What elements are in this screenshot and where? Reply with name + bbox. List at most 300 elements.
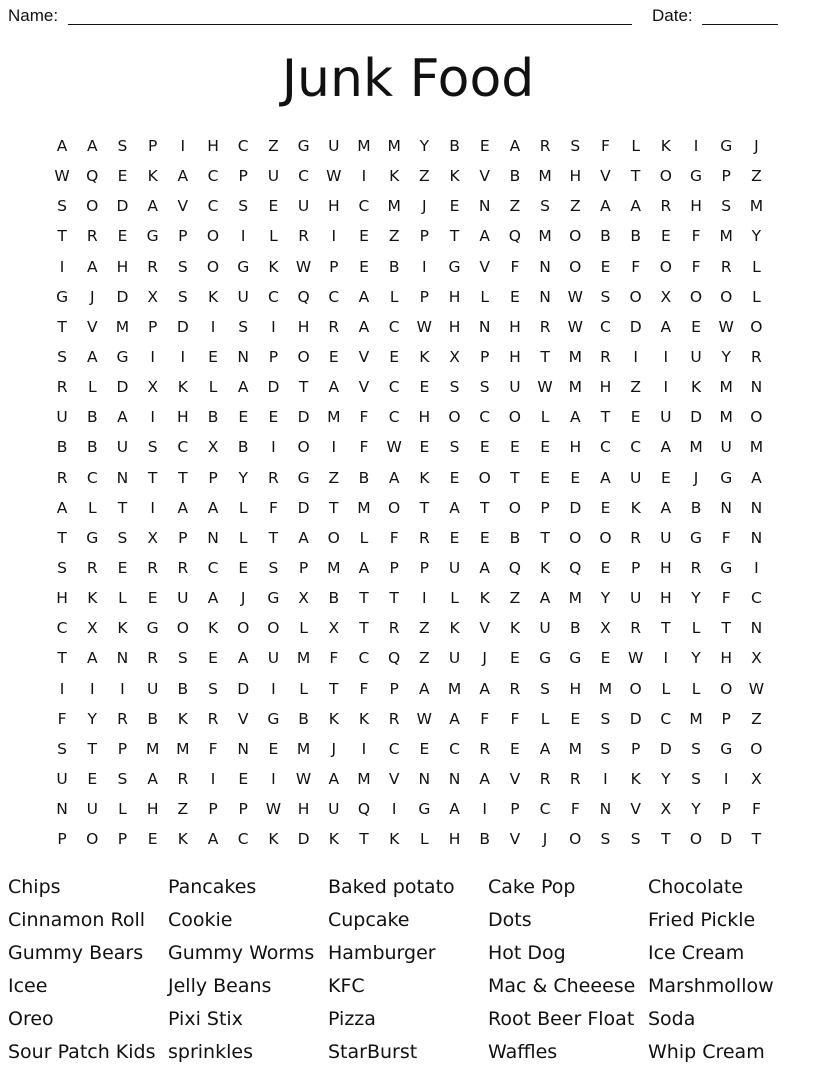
grid-letter[interactable]: T (540, 528, 550, 547)
grid-letter[interactable]: D (690, 408, 702, 427)
grid-letter[interactable]: I (210, 317, 216, 336)
grid-letter[interactable]: K (449, 619, 460, 638)
grid-letter[interactable]: R (720, 257, 732, 276)
grid-letter[interactable]: D (659, 739, 672, 758)
grid-letter[interactable]: E (630, 408, 641, 427)
grid-letter[interactable]: P (389, 559, 399, 578)
grid-letter[interactable]: Q (388, 649, 401, 668)
grid-letter[interactable]: A (660, 438, 672, 457)
grid-letter[interactable]: A (479, 227, 491, 246)
grid-letter[interactable]: G (267, 589, 280, 608)
grid-letter[interactable]: G (146, 227, 159, 246)
grid-letter[interactable]: I (422, 589, 427, 608)
grid-letter[interactable]: X (600, 619, 611, 638)
grid-letter[interactable]: F (510, 709, 520, 728)
grid-letter[interactable]: M (568, 348, 582, 367)
grid-letter[interactable]: H (690, 197, 702, 216)
grid-letter[interactable]: S (117, 528, 128, 547)
grid-letter[interactable]: I (663, 649, 669, 668)
grid-letter[interactable]: A (328, 378, 340, 397)
grid-letter[interactable]: E (570, 468, 581, 487)
grid-letter[interactable]: C (388, 378, 400, 397)
grid-letter[interactable]: L (752, 257, 761, 276)
grid-letter[interactable]: G (297, 468, 310, 487)
grid-letter[interactable]: E (419, 378, 430, 397)
grid-letter[interactable]: C (630, 438, 642, 457)
grid-letter[interactable]: S (57, 559, 68, 578)
grid-letter[interactable]: R (388, 709, 400, 728)
grid-letter[interactable]: W (567, 317, 583, 336)
grid-letter[interactable]: R (751, 348, 762, 367)
grid-letter[interactable]: K (419, 348, 430, 367)
grid-letter[interactable]: W (627, 649, 644, 668)
grid-letter[interactable]: A (449, 800, 460, 819)
grid-letter[interactable]: K (479, 589, 490, 608)
grid-letter[interactable]: R (207, 709, 219, 728)
grid-letter[interactable]: A (177, 167, 189, 186)
grid-letter[interactable]: O (176, 619, 189, 638)
grid-letter[interactable]: T (359, 619, 369, 638)
grid-letter[interactable]: O (659, 167, 672, 186)
grid-letter[interactable]: X (751, 770, 762, 789)
grid-letter[interactable]: L (480, 287, 490, 306)
grid-letter[interactable]: P (208, 800, 218, 819)
grid-letter[interactable]: E (570, 709, 581, 728)
grid-letter[interactable]: K (690, 378, 702, 397)
grid-letter[interactable]: K (268, 830, 279, 849)
grid-letter[interactable]: S (177, 287, 188, 306)
grid-letter[interactable]: I (331, 227, 337, 246)
grid-letter[interactable]: P (419, 287, 430, 306)
grid-letter[interactable]: V (86, 317, 98, 336)
grid-letter[interactable]: E (208, 348, 218, 367)
grid-letter[interactable]: E (147, 830, 158, 849)
grid-letter[interactable]: R (479, 739, 491, 758)
grid-letter[interactable]: M (598, 679, 613, 698)
grid-letter[interactable]: K (419, 468, 430, 487)
grid-letter[interactable]: R (86, 227, 98, 246)
grid-letter[interactable]: M (296, 739, 311, 758)
grid-letter[interactable]: J (693, 468, 699, 487)
grid-letter[interactable]: O (508, 498, 521, 517)
grid-letter[interactable]: V (509, 830, 521, 849)
grid-letter[interactable]: P (238, 800, 248, 819)
grid-letter[interactable]: R (177, 559, 189, 578)
grid-letter[interactable]: W (567, 287, 583, 306)
grid-letter[interactable]: H (418, 408, 431, 427)
grid-letter[interactable]: T (329, 679, 339, 698)
grid-letter[interactable]: M (387, 137, 401, 156)
grid-letter[interactable]: Z (509, 589, 521, 608)
grid-letter[interactable]: A (86, 137, 98, 156)
grid-letter[interactable]: A (569, 408, 581, 427)
grid-letter[interactable]: I (150, 498, 155, 517)
grid-letter[interactable]: S (238, 317, 249, 336)
grid-letter[interactable]: A (207, 589, 219, 608)
grid-letter[interactable]: L (299, 679, 308, 698)
grid-letter[interactable]: F (359, 438, 369, 457)
grid-letter[interactable]: N (448, 770, 461, 789)
grid-letter[interactable]: I (150, 348, 155, 367)
grid-letter[interactable]: D (720, 830, 733, 849)
grid-letter[interactable]: W (386, 438, 402, 457)
grid-letter[interactable]: R (388, 619, 400, 638)
grid-letter[interactable]: N (207, 528, 219, 547)
grid-letter[interactable]: O (267, 619, 280, 638)
grid-letter[interactable]: V (479, 619, 491, 638)
grid-letter[interactable]: Y (238, 468, 248, 487)
grid-letter[interactable]: E (268, 739, 279, 758)
grid-letter[interactable]: D (116, 378, 129, 397)
grid-letter[interactable]: P (630, 559, 641, 578)
grid-letter[interactable]: F (480, 709, 490, 728)
grid-letter[interactable]: X (298, 589, 309, 608)
grid-letter[interactable]: U (267, 167, 280, 186)
grid-letter[interactable]: Q (569, 559, 582, 578)
grid-letter[interactable]: J (482, 649, 487, 668)
grid-letter[interactable]: G (448, 257, 461, 276)
grid-letter[interactable]: J (331, 739, 337, 758)
grid-letter[interactable]: C (600, 317, 611, 336)
grid-letter[interactable]: B (298, 709, 309, 728)
grid-letter[interactable]: S (600, 830, 611, 849)
grid-letter[interactable]: O (206, 257, 220, 276)
grid-letter[interactable]: L (420, 830, 429, 849)
grid-letter[interactable]: U (448, 559, 461, 578)
grid-letter[interactable]: I (482, 800, 487, 819)
grid-letter[interactable]: B (177, 679, 189, 698)
grid-letter[interactable]: U (660, 408, 672, 427)
grid-letter[interactable]: C (388, 408, 400, 427)
grid-letter[interactable]: X (328, 619, 340, 638)
grid-letter[interactable]: O (569, 257, 582, 276)
grid-letter[interactable]: F (389, 528, 399, 547)
grid-letter[interactable]: O (508, 408, 521, 427)
grid-letter[interactable]: S (721, 197, 732, 216)
grid-letter[interactable]: L (87, 498, 97, 517)
grid-letter[interactable]: L (208, 378, 218, 397)
grid-letter[interactable]: Y (691, 589, 701, 608)
grid-letter[interactable]: V (479, 257, 491, 276)
grid-letter[interactable]: F (510, 257, 520, 276)
grid-letter[interactable]: N (539, 287, 551, 306)
grid-letter[interactable]: S (208, 679, 218, 698)
grid-letter[interactable]: E (87, 770, 98, 789)
grid-letter[interactable]: M (538, 227, 552, 246)
grid-letter[interactable]: I (422, 257, 427, 276)
grid-letter[interactable]: Z (328, 468, 340, 487)
grid-letter[interactable]: D (116, 197, 129, 216)
grid-letter[interactable]: E (600, 559, 611, 578)
grid-letter[interactable]: M (719, 378, 733, 397)
grid-letter[interactable]: P (540, 498, 550, 517)
grid-letter[interactable]: L (631, 137, 640, 156)
grid-letter[interactable]: E (660, 227, 671, 246)
grid-letter[interactable]: Z (751, 709, 762, 728)
grid-letter[interactable]: P (268, 348, 279, 367)
grid-letter[interactable]: K (268, 257, 279, 276)
grid-letter[interactable]: E (208, 649, 218, 668)
grid-letter[interactable]: J (422, 197, 427, 216)
grid-letter[interactable]: U (629, 468, 642, 487)
grid-letter[interactable]: L (691, 619, 701, 638)
grid-letter[interactable]: O (569, 227, 582, 246)
grid-letter[interactable]: K (177, 709, 188, 728)
grid-letter[interactable]: C (358, 649, 370, 668)
grid-letter[interactable]: J (89, 287, 95, 306)
grid-letter[interactable]: A (86, 257, 98, 276)
grid-letter[interactable]: E (660, 468, 671, 487)
grid-letter[interactable]: O (478, 468, 491, 487)
grid-letter[interactable]: W (416, 317, 432, 336)
grid-letter[interactable]: S (449, 378, 460, 397)
grid-letter[interactable]: A (328, 770, 340, 789)
grid-letter[interactable]: B (690, 498, 702, 517)
grid-letter[interactable]: I (723, 770, 729, 789)
grid-letter[interactable]: G (539, 649, 552, 668)
grid-letter[interactable]: U (267, 649, 280, 668)
grid-letter[interactable]: H (448, 287, 461, 306)
grid-letter[interactable]: L (299, 619, 308, 638)
grid-letter[interactable]: C (207, 559, 219, 578)
grid-letter[interactable]: Q (86, 167, 99, 186)
grid-letter[interactable]: N (237, 739, 250, 758)
grid-letter[interactable]: O (237, 619, 250, 638)
grid-letter[interactable]: A (388, 468, 400, 487)
grid-letter[interactable]: M (387, 197, 401, 216)
grid-letter[interactable]: H (207, 137, 219, 156)
grid-letter[interactable]: T (57, 317, 67, 336)
grid-letter[interactable]: W (54, 167, 70, 186)
grid-letter[interactable]: L (540, 408, 550, 427)
grid-letter[interactable]: M (447, 679, 462, 698)
grid-letter[interactable]: U (720, 438, 732, 457)
grid-letter[interactable]: M (568, 739, 582, 758)
grid-letter[interactable]: M (357, 137, 371, 156)
grid-letter[interactable]: A (660, 498, 672, 517)
grid-letter[interactable]: C (388, 317, 400, 336)
grid-letter[interactable]: F (691, 257, 701, 276)
grid-letter[interactable]: P (419, 227, 430, 246)
grid-letter[interactable]: T (329, 498, 339, 517)
grid-letter[interactable]: I (210, 770, 216, 789)
grid-letter[interactable]: T (510, 468, 520, 487)
grid-letter[interactable]: S (57, 739, 68, 758)
grid-letter[interactable]: Z (419, 619, 430, 638)
grid-letter[interactable]: A (56, 137, 68, 156)
grid-letter[interactable]: P (117, 739, 128, 758)
grid-letter[interactable]: A (600, 197, 611, 216)
grid-letter[interactable]: N (750, 528, 763, 547)
grid-letter[interactable]: W (748, 679, 765, 698)
grid-letter[interactable]: Y (600, 589, 611, 608)
grid-letter[interactable]: S (268, 559, 279, 578)
grid-letter[interactable]: R (298, 227, 309, 246)
grid-letter[interactable]: A (660, 317, 672, 336)
grid-letter[interactable]: A (479, 679, 491, 698)
grid-letter[interactable]: M (327, 559, 341, 578)
grid-letter[interactable]: R (117, 709, 128, 728)
grid-letter[interactable]: M (719, 408, 733, 427)
grid-letter[interactable]: N (720, 498, 733, 517)
grid-letter[interactable]: R (56, 378, 68, 397)
grid-letter[interactable]: X (147, 528, 158, 547)
grid-letter[interactable]: I (754, 559, 759, 578)
grid-letter[interactable]: S (600, 739, 611, 758)
grid-letter[interactable]: S (570, 137, 581, 156)
grid-letter[interactable]: M (719, 227, 733, 246)
grid-letter[interactable]: U (328, 800, 340, 819)
grid-letter[interactable]: C (328, 287, 340, 306)
grid-letter[interactable]: G (116, 348, 129, 367)
grid-letter[interactable]: Y (721, 348, 731, 367)
grid-letter[interactable]: W (295, 770, 312, 789)
grid-letter[interactable]: S (57, 348, 68, 367)
grid-letter[interactable]: T (449, 227, 460, 246)
grid-letter[interactable]: W (326, 167, 342, 186)
grid-letter[interactable]: B (86, 438, 98, 457)
grid-letter[interactable]: I (240, 227, 246, 246)
grid-letter[interactable]: W (718, 317, 734, 336)
grid-letter[interactable]: E (268, 408, 279, 427)
grid-letter[interactable]: Y (87, 709, 98, 728)
grid-letter[interactable]: N (116, 468, 129, 487)
grid-letter[interactable]: C (388, 739, 400, 758)
grid-letter[interactable]: X (86, 619, 98, 638)
grid-letter[interactable]: A (479, 770, 491, 789)
grid-letter[interactable]: D (176, 317, 189, 336)
grid-letter[interactable]: N (750, 498, 763, 517)
grid-letter[interactable]: H (448, 830, 461, 849)
grid-letter[interactable]: W (265, 800, 282, 819)
grid-letter[interactable]: J (240, 589, 246, 608)
grid-letter[interactable]: W (295, 257, 312, 276)
grid-letter[interactable]: A (419, 679, 430, 698)
grid-letter[interactable]: I (693, 137, 699, 156)
grid-letter[interactable]: T (117, 498, 128, 517)
grid-letter[interactable]: X (751, 649, 762, 668)
grid-letter[interactable]: K (117, 619, 128, 638)
grid-letter[interactable]: P (419, 559, 430, 578)
grid-letter[interactable]: M (568, 589, 582, 608)
grid-letter[interactable]: C (479, 408, 491, 427)
grid-letter[interactable]: D (237, 679, 250, 698)
grid-letter[interactable]: K (389, 167, 400, 186)
grid-letter[interactable]: B (449, 137, 460, 156)
grid-letter[interactable]: C (600, 438, 611, 457)
grid-letter[interactable]: T (479, 498, 490, 517)
grid-letter[interactable]: S (540, 197, 551, 216)
grid-letter[interactable]: D (297, 498, 310, 517)
grid-letter[interactable]: O (86, 197, 99, 216)
grid-letter[interactable]: R (630, 619, 642, 638)
grid-letter[interactable]: T (57, 649, 67, 668)
grid-letter[interactable]: P (208, 468, 218, 487)
grid-letter[interactable]: N (478, 197, 491, 216)
grid-letter[interactable]: S (630, 830, 641, 849)
grid-letter[interactable]: A (117, 408, 128, 427)
grid-letter[interactable]: S (479, 378, 490, 397)
grid-letter[interactable]: X (660, 800, 672, 819)
grid-letter[interactable]: A (207, 830, 219, 849)
grid-letter[interactable]: E (479, 528, 490, 547)
grid-letter[interactable]: R (660, 197, 672, 216)
grid-letter[interactable]: D (297, 830, 310, 849)
name-line[interactable] (68, 24, 632, 25)
grid-letter[interactable]: O (86, 830, 99, 849)
grid-letter[interactable]: F (570, 800, 580, 819)
grid-letter[interactable]: I (271, 679, 276, 698)
grid-letter[interactable]: P (480, 348, 490, 367)
grid-letter[interactable]: S (177, 649, 188, 668)
grid-letter[interactable]: Z (509, 197, 521, 216)
grid-letter[interactable]: F (268, 498, 278, 517)
grid-letter[interactable]: N (750, 619, 763, 638)
grid-letter[interactable]: G (720, 468, 733, 487)
grid-letter[interactable]: N (56, 800, 68, 819)
grid-letter[interactable]: O (388, 498, 401, 517)
grid-letter[interactable]: M (296, 649, 311, 668)
grid-letter[interactable]: T (661, 830, 671, 849)
grid-letter[interactable]: P (178, 227, 188, 246)
grid-letter[interactable]: B (569, 619, 581, 638)
grid-letter[interactable]: T (298, 378, 309, 397)
grid-letter[interactable]: G (690, 167, 703, 186)
grid-letter[interactable]: W (537, 378, 553, 397)
grid-letter[interactable]: P (178, 528, 188, 547)
grid-letter[interactable]: F (721, 589, 731, 608)
grid-letter[interactable]: G (237, 257, 250, 276)
grid-letter[interactable]: V (358, 348, 370, 367)
grid-letter[interactable]: T (721, 619, 731, 638)
grid-letter[interactable]: E (510, 287, 520, 306)
grid-letter[interactable]: M (538, 167, 552, 186)
grid-letter[interactable]: C (267, 287, 279, 306)
grid-letter[interactable]: E (600, 498, 611, 517)
grid-letter[interactable]: C (86, 468, 98, 487)
grid-letter[interactable]: H (720, 649, 733, 668)
grid-letter[interactable]: S (177, 257, 188, 276)
grid-letter[interactable]: A (479, 559, 491, 578)
grid-letter[interactable]: T (268, 528, 279, 547)
grid-letter[interactable]: T (389, 589, 399, 608)
grid-letter[interactable]: U (509, 378, 521, 397)
grid-letter[interactable]: Z (268, 137, 279, 156)
grid-letter[interactable]: S (238, 197, 249, 216)
grid-letter[interactable]: X (147, 287, 158, 306)
grid-letter[interactable]: S (691, 739, 701, 758)
grid-letter[interactable]: A (56, 498, 68, 517)
grid-letter[interactable]: R (147, 649, 159, 668)
grid-letter[interactable]: A (539, 739, 551, 758)
grid-letter[interactable]: S (540, 679, 551, 698)
grid-letter[interactable]: O (659, 257, 672, 276)
grid-letter[interactable]: E (449, 197, 460, 216)
grid-letter[interactable]: E (238, 770, 249, 789)
grid-letter[interactable]: Z (569, 197, 581, 216)
grid-letter[interactable]: K (207, 619, 219, 638)
grid-letter[interactable]: C (237, 830, 249, 849)
grid-letter[interactable]: Y (691, 800, 701, 819)
grid-letter[interactable]: I (180, 348, 186, 367)
grid-letter[interactable]: G (569, 649, 582, 668)
grid-letter[interactable]: K (540, 559, 551, 578)
grid-letter[interactable]: B (509, 528, 521, 547)
grid-letter[interactable]: T (87, 739, 98, 758)
grid-letter[interactable]: A (449, 709, 460, 728)
grid-letter[interactable]: S (57, 197, 68, 216)
grid-letter[interactable]: F (329, 649, 339, 668)
